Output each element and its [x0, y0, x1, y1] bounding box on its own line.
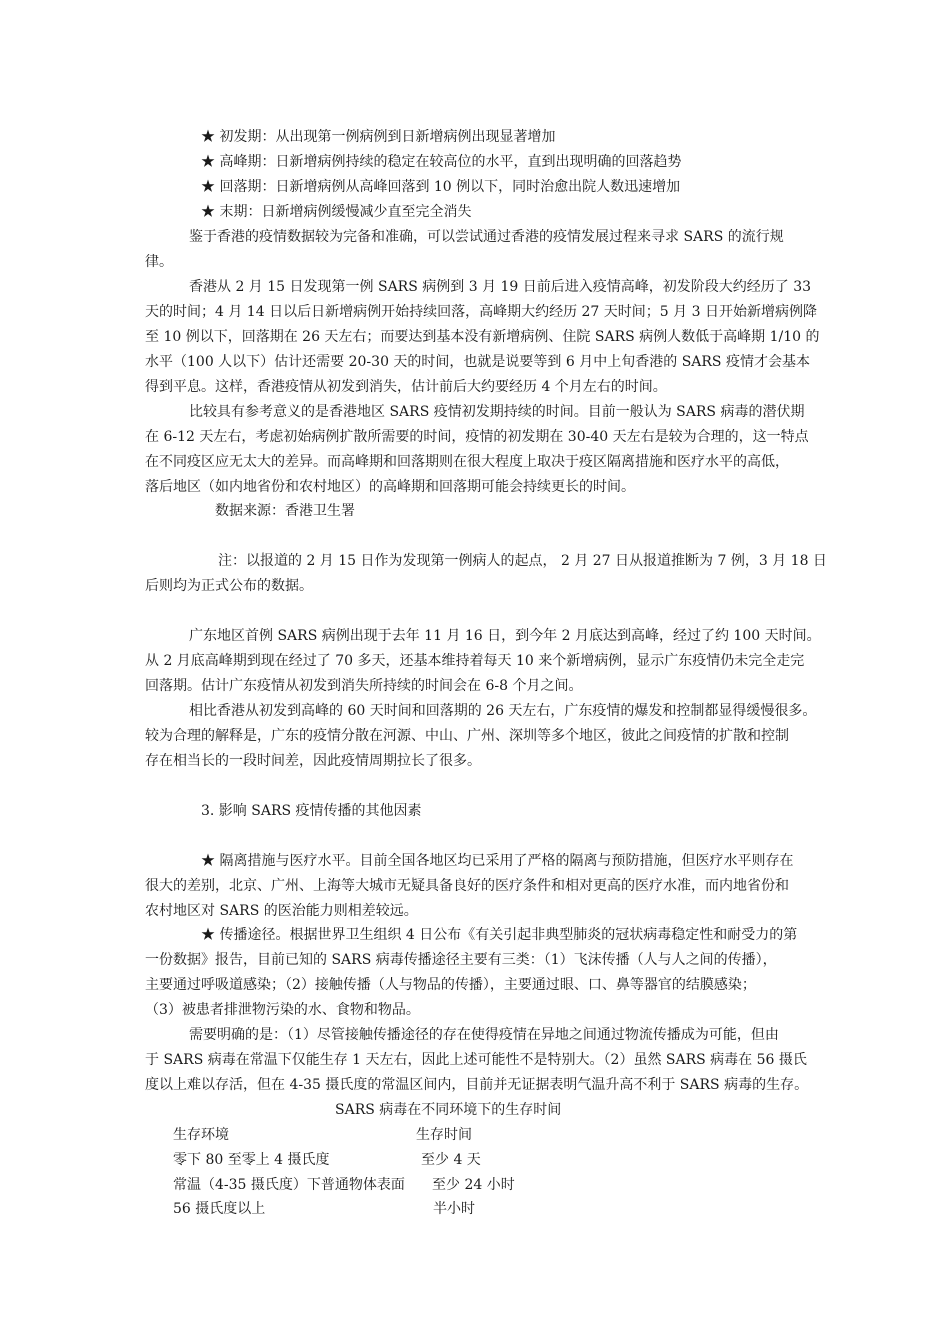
paragraph-line: 广东地区首例 SARS 病例出现于去年 11 月 16 日，到今年 2 月底达到高峰，经过了约 100 天时间。	[189, 628, 821, 644]
paragraph-line: 于 SARS 病毒在常温下仅能生存 1 天左右，因此上述可能性不是特别大。（2）虽然 SARS 病毒在 56 摄氏	[145, 1052, 807, 1068]
table-header-time: 生存时间	[416, 1127, 472, 1143]
section-heading: 3. 影响 SARS 疫情传播的其他因素	[201, 803, 422, 819]
bullet-final-stage: ★ 末期：日新增病例缓慢减少直至完全消失	[201, 204, 472, 220]
paragraph-line: 在 6-12 天左右，考虑初始病例扩散所需要的时间，疫情的初发期在 30-40 天左右是较为合理的，这一特点	[145, 429, 809, 445]
table-cell-time: 至少 24 小时	[432, 1177, 515, 1193]
paragraph-line: 相比香港从初发到高峰的 60 天时间和回落期的 26 天左右，广东疫情的爆发和控制都显得缓慢很多。	[189, 703, 817, 719]
table-cell-time: 半小时	[433, 1201, 475, 1217]
paragraph-line: 主要通过呼吸道感染；（2）接触传播（人与物品的传播），主要通过眼、口、鼻等器官的结膜感染；	[145, 977, 756, 993]
data-source: 数据来源：香港卫生署	[215, 503, 355, 519]
bullet-peak-stage: ★ 高峰期：日新增病例持续的稳定在较高位的水平，直到出现明确的回落趋势	[201, 154, 682, 170]
paragraph-line: 比较具有参考意义的是香港地区 SARS 疫情初发期持续的时间。目前一般认为 SARS 病毒的潜伏期	[189, 404, 805, 420]
paragraph-line: 天的时间；4 月 14 日以后日新增病例开始持续回落，高峰期大约经历 27 天时间；5 月 3 日开始新增病例降	[145, 304, 817, 320]
note-line: 后则均为正式公布的数据。	[145, 578, 313, 594]
table-cell-time: 至少 4 天	[421, 1152, 481, 1168]
paragraph-line: ★ 隔离措施与医疗水平。目前全国各地区均已采用了严格的隔离与预防措施，但医疗水平则存在	[201, 853, 794, 869]
paragraph-line: 落后地区（如内地省份和农村地区）的高峰期和回落期可能会持续更长的时间。	[145, 479, 635, 495]
paragraph-line: 很大的差别，北京、广州、上海等大城市无疑具备良好的医疗条件和相对更高的医疗水准，而内地省份和	[145, 878, 789, 894]
paragraph-line: 水平（100 人以下）估计还需要 20-30 天的时间，也就是说要等到 6 月中上旬香港的 SARS 疫情才会基本	[145, 354, 810, 370]
table-cell-environment: 56 摄氏度以上	[173, 1201, 266, 1217]
paragraph-line: ★ 传播途径。根据世界卫生组织 4 日公布《有关引起非典型肺炎的冠状病毒稳定性和耐受力的第	[201, 927, 798, 943]
paragraph-line: 律。	[145, 254, 173, 270]
paragraph-line: 得到平息。这样，香港疫情从初发到消失，估计前后大约要经历 4 个月左右的时间。	[145, 379, 667, 395]
paragraph-line: 较为合理的解释是，广东的疫情分散在河源、中山、广州、深圳等多个地区，彼此之间疫情的扩散和控制	[145, 728, 789, 744]
table-cell-environment: 零下 80 至零上 4 摄氏度	[173, 1152, 330, 1168]
paragraph-line: 存在相当长的一段时间差，因此疫情周期拉长了很多。	[145, 753, 481, 769]
paragraph-line: 农村地区对 SARS 的医治能力则相差较远。	[145, 903, 418, 919]
paragraph-line: 度以上难以存活，但在 4-35 摄氏度的常温区间内，目前并无证据表明气温升高不利于 SARS 病毒的生存。	[145, 1077, 809, 1093]
table-header-environment: 生存环境	[173, 1127, 229, 1143]
table-title: SARS 病毒在不同环境下的生存时间	[335, 1102, 562, 1118]
paragraph-line: 回落期。估计广东疫情从初发到消失所持续的时间会在 6-8 个月之间。	[145, 678, 583, 694]
paragraph-line: 需要明确的是：（1）尽管接触传播途径的存在使得疫情在异地之间通过物流传播成为可能，但由	[189, 1027, 779, 1043]
paragraph-line: 至 10 例以下，回落期在 26 天左右；而要达到基本没有新增病例、住院 SARS 病例人数低于高峰期 1/10 的	[145, 329, 820, 345]
paragraph-line: 在不同疫区应无太大的差异。而高峰期和回落期则在很大程度上取决于疫区隔离措施和医疗水平的高低，	[145, 454, 789, 470]
table-cell-environment: 常温（4-35 摄氏度）下普通物体表面	[173, 1177, 405, 1193]
bullet-initial-stage: ★ 初发期：从出现第一例病例到日新增病例出现显著增加	[201, 129, 556, 145]
paragraph-line: 鉴于香港的疫情数据较为完备和准确，可以尝试通过香港的疫情发展过程来寻求 SARS 的流行规	[189, 229, 784, 245]
bullet-decline-stage: ★ 回落期：日新增病例从高峰回落到 10 例以下，同时治愈出院人数迅速增加	[201, 179, 681, 195]
paragraph-line: 香港从 2 月 15 日发现第一例 SARS 病例到 3 月 19 日前后进入疫情高峰，初发阶段大约经历了 33	[189, 279, 812, 295]
paragraph-line: 从 2 月底高峰期到现在经过了 70 多天，还基本维持着每天 10 来个新增病例，显示广东疫情仍未完全走完	[145, 653, 805, 669]
paragraph-line: 一份数据》报告，目前已知的 SARS 病毒传播途径主要有三类：（1）飞沫传播（人与人之间的传播），	[145, 952, 777, 968]
note-line: 注：以报道的 2 月 15 日作为发现第一例病人的起点， 2 月 27 日从报道推断为 7 例，3 月 18 日	[218, 553, 827, 569]
paragraph-line: （3）被患者排泄物污染的水、食物和物品。	[145, 1002, 420, 1018]
